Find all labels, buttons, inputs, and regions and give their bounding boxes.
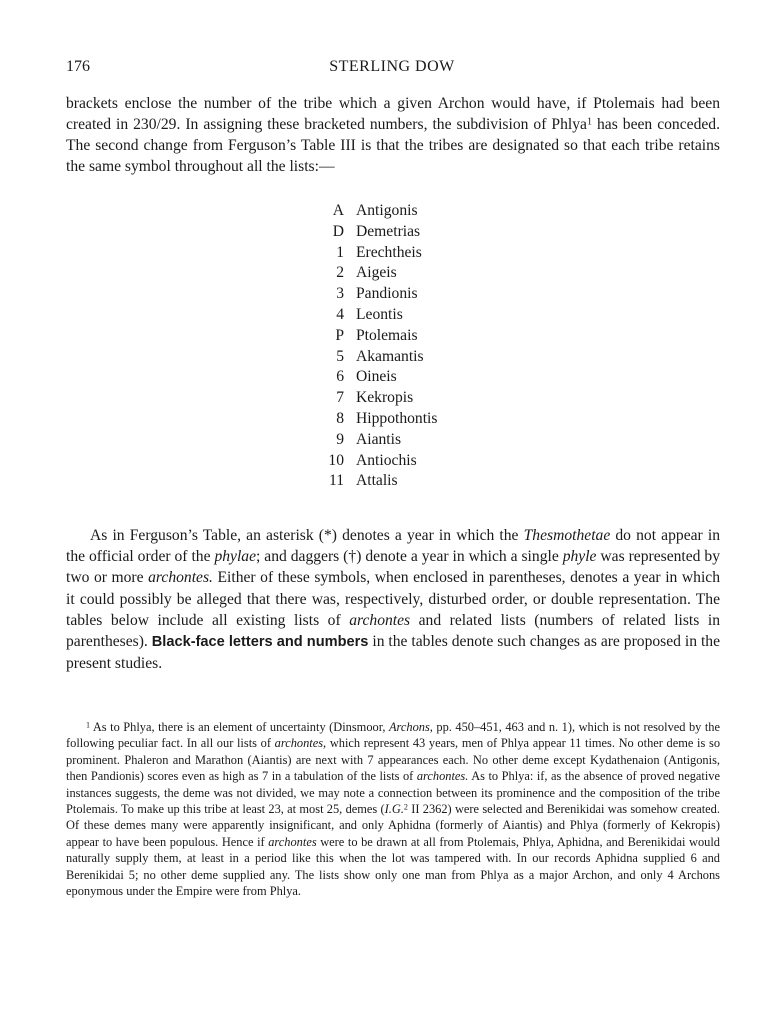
body-text: do not appear in the official order of the <box>66 527 720 566</box>
tribe-symbol: 9 <box>336 430 344 448</box>
body-blackface: Black-face letters and numbers <box>151 634 369 651</box>
intro-text-2: has been conceded. The second change from Ferguson’s Table III is that the tribes are designated so that each tribe retains the same symbol throughout all the lists:— <box>66 116 720 175</box>
tribe-name: Demetrias <box>356 222 421 240</box>
tribe-symbol: 4 <box>336 305 344 323</box>
tribe-row <box>310 471 510 492</box>
tribe-name: Antiochis <box>356 451 417 469</box>
tribe-symbol: 11 <box>328 472 344 490</box>
tribe-row <box>310 367 510 388</box>
tribe-name: Antigonis <box>356 202 418 219</box>
tribe-row <box>310 263 510 284</box>
footnote-text: which represent 43 years, men of Phlya appear 11 times. No other deme is so prominent. Phaleron and Marathon (Aiantis) are next with 7 appearances each. No other deme except Kydathenaion (Antigonis, then Pandionis) scores even as high as 7 in a tabulation of the lists of <box>66 736 721 784</box>
tribe-row <box>310 201 510 222</box>
tribe-symbol: 8 <box>336 409 344 427</box>
footnote-text: II 2362) were selected and Berenikidai was somehow created. Of these demes many were apparently insignificant, and only Aphidna (formerly of Aiantis) and Phlya (formerly of Kekropis) appear to have been populous. Hence if <box>66 802 720 849</box>
body-paragraph <box>66 525 720 674</box>
tribe-row <box>310 284 510 305</box>
body-italic: Thesmothetae <box>523 527 611 544</box>
page-number: 176 <box>66 58 90 75</box>
tribe-row <box>310 409 510 430</box>
tribe-row <box>310 305 510 326</box>
tribe-symbol: 10 <box>328 451 344 469</box>
tribe-row <box>310 347 510 368</box>
body-italic: phylae <box>214 548 257 566</box>
tribe-name: Oineis <box>356 368 397 386</box>
tribe-symbol: D <box>332 222 344 240</box>
body-italic: phyle <box>562 548 597 566</box>
tribe-symbol: 3 <box>336 285 344 303</box>
footnote-italic: I.G. <box>384 802 404 817</box>
tribe-name: Leontis <box>356 305 403 323</box>
tribe-name: Akamantis <box>356 347 424 365</box>
intro-text-1: brackets enclose the number of the tribe which a given Archon would have, if Ptolemais had been created in 230/29. In assigning these bracketed numbers, the subdivision of Phlya <box>66 95 720 133</box>
footnote-text: As to Phlya, there is an element of uncertainty (Dinsmoor, <box>90 720 389 734</box>
footnote-italic: Archons, <box>388 720 433 734</box>
tribe-symbol: 7 <box>336 389 344 407</box>
tribe-symbol: 6 <box>336 368 344 386</box>
tribe-symbol: P <box>335 326 344 344</box>
footnote-superscript: 2 <box>403 802 408 812</box>
tribe-symbol: 2 <box>336 264 344 282</box>
running-head: STERLING DOW <box>329 58 455 75</box>
body-text: ; and daggers (†) denote a year in which a single <box>256 548 563 566</box>
body-italic: archontes <box>349 611 411 629</box>
tribe-name: Attalis <box>356 472 398 490</box>
tribe-name: Pandionis <box>356 285 418 303</box>
body-text: Either of these symbols, when enclosed in parentheses, denotes a year in which it could possibly be alleged that there was, respectively, disturbed order, or double representation. The tables below include all existing lists of <box>66 569 720 629</box>
body-text: and related lists (numbers of related lists in parentheses). <box>66 611 720 651</box>
body-text: in the tables denote such changes as are proposed in the present studies. <box>66 633 720 673</box>
footnote-italic: archontes <box>268 834 317 849</box>
tribe-name: Erechtheis <box>356 243 422 261</box>
tribe-list <box>310 201 510 492</box>
tribe-name: Kekropis <box>356 389 414 407</box>
tribe-row <box>310 388 510 409</box>
body-text: As in Ferguson’s Table, an asterisk (*) denotes a year in which the <box>90 527 524 544</box>
footnote-text: As to Phlya: if, as the absence of proved negative instances suggests, the deme was not divided, we may note a connection between its prominence and the composition of the tribe Ptolemais. To make up this tribe at least 23, at most 25, demes ( <box>66 769 721 817</box>
page-header <box>66 58 718 82</box>
footnote-text: were to be drawn at all from Ptolemais, Phlya, Aphidna, and Berenikidai would naturally supply them, at least in a period like this when the lot was tampered with. In our records Aphidna supplied 6 and Berenikidai 5; no other deme supplied any. The lists show only one man from Phlya as a major Archon, and only 4 Archons eponymous under the Empire were from Phlya. <box>66 834 720 899</box>
tribe-symbol: 5 <box>336 347 344 365</box>
body-text: was represented by two or more <box>66 548 720 587</box>
footnote-text: pp. 450–451, 463 and n. 1), which is not resolved by the following peculiar fact. In all our lists of <box>66 720 721 751</box>
tribe-symbol: 1 <box>336 243 344 261</box>
tribe-row <box>310 222 510 243</box>
footnote-reference: 1 <box>586 116 592 128</box>
footnote-1 <box>66 719 720 899</box>
footnote-italic: archontes, <box>274 736 327 751</box>
tribe-symbol: A <box>332 202 344 219</box>
tribe-name: Ptolemais <box>356 326 418 344</box>
footnote-italic: archontes. <box>416 769 469 784</box>
body-italic: archontes. <box>148 569 213 587</box>
tribe-name: Aiantis <box>356 430 402 448</box>
tribe-row <box>310 243 510 264</box>
tribe-row <box>310 430 510 451</box>
tribe-row <box>310 451 510 472</box>
footnote-marker: 1 <box>86 720 91 730</box>
tribe-row <box>310 326 510 347</box>
tribe-name: Aigeis <box>356 264 397 282</box>
tribe-name: Hippothontis <box>356 409 438 427</box>
intro-paragraph <box>66 93 720 177</box>
